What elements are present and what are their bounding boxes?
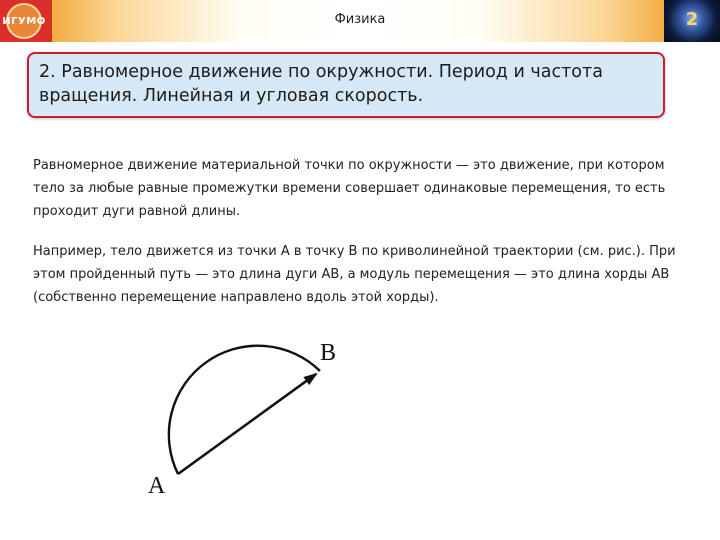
arc-diagram [140, 328, 380, 498]
slide-title: 2. Равномерное движение по окружности. Период и частота вращения. Линейная и угловая скорость. [39, 62, 603, 106]
point-a-label: A [148, 473, 166, 498]
slide-number: 2 [685, 9, 699, 30]
displacement-chord-arrow [178, 374, 316, 474]
paragraph-example: Например, тело движется из точки А в точку В по криволинейной траектории (см. рис.). При этом пройденный путь — это длина дуги АВ, а модуль перемещения — это длина хорды АВ (собственно перемещение направлено вдоль этой хорды). [33, 244, 676, 305]
galaxy-badge [664, 0, 720, 42]
header-title: Физика [334, 12, 386, 27]
paragraph-definition: Равномерное движение материальной точки по окружности — это движение, при котором тело за любые равные промежутки времени совершает одинаковые перемещения, то есть проходит дуги равной длины. [33, 158, 666, 219]
logo-text: ИГУМО [2, 15, 46, 27]
point-b-label: B [320, 340, 337, 366]
slide-title-box [27, 52, 665, 118]
trajectory-arc [169, 346, 320, 474]
header-bar [0, 0, 720, 42]
